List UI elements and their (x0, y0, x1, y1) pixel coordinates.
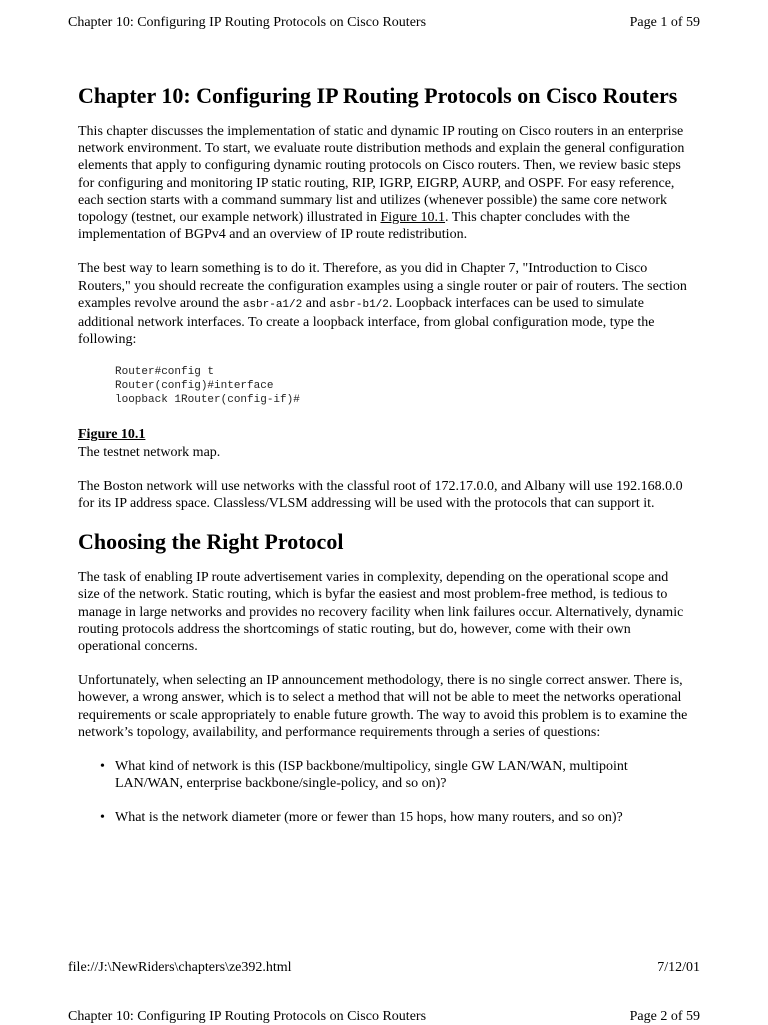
document-body (78, 83, 692, 844)
footer-date: 7/12/01 (657, 960, 700, 975)
code-line: loopback 1Router(config-if)# (115, 394, 300, 407)
code-line: Router#config t (115, 366, 215, 379)
next-header-page-number: Page 2 of 59 (629, 1009, 700, 1024)
boston-paragraph: The Boston network will use networks with the classful root of 172.17.0.0, and Albany will use 192.168.0.0 for its IP address space. Classless/VLSM addressing will be used with the protocols that can support it. (78, 478, 683, 512)
section-paragraph-2: Unfortunately, when selecting an IP announcement methodology, there is no single correct answer. There is, however, a wrong answer, which is to select a method that will not be able to meet the networks operational requirements or scale appropriately to enable future growth. The way to avoid this problem is to examine the network’s topology, availability, and performance requirements through a series of questions: (78, 673, 688, 740)
list-item-text: What kind of network is this (ISP backbone/multipolicy, single GW LAN/WAN, multipoint LAN/WAN, enterprise backbone/single-policy, and so on)? (115, 759, 628, 792)
figure-caption: The testnet network map. (78, 444, 221, 460)
intro-paragraph (78, 123, 692, 243)
section-heading: Choosing the Right Protocol (78, 529, 344, 555)
next-page-header (68, 1009, 700, 1025)
bullet-icon: • (100, 810, 105, 826)
intro-text: This chapter discusses the implementation of static and dynamic IP routing on Cisco routers in an enterprise network environment. To start, we evaluate route distribution methods and explain the general configuration elements that apply to configuring dynamic routing protocols on Cisco routers. Then, we review basic steps for configuring and monitoring IP static routing, RIP, IGRP, EIGRP, AURP, and OSPF. For easy reference, each section starts with a command summary list and utilizes (whenever possible) the same core network topology (testnet, our example network) illustrated in (78, 124, 685, 226)
list-item (100, 809, 692, 826)
list-item (100, 758, 692, 792)
learn-text: The best way to learn something is to do it. Therefore, as you did in Chapter 7, "Introduction to Cisco Routers," you should recreate the configuration examples using a single router or pair of routers. The section examples revolve around the (78, 261, 687, 311)
code-line: Router(config)#interface (115, 380, 274, 393)
section-paragraph-1: The task of enabling IP route advertisement varies in complexity, depending on the operational scope and size of the network. Static routing, which is byfar the easiest and most problem-free method, is tedious to manage in large networks and provides no recovery facility when link failures occur. Alternatively, dynamic routing protocols address the shortcomings of static routing, but do, however, come with their own operational concerns. (78, 570, 684, 655)
page-header (68, 15, 700, 31)
list-item-text: What is the network diameter (more or fewer than 15 hops, how many routers, and so on)? (115, 810, 623, 826)
header-page-number: Page 1 of 59 (629, 15, 700, 30)
learn-paragraph (78, 260, 692, 348)
bullet-icon: • (100, 759, 105, 775)
learn-text-and: and (302, 295, 330, 311)
header-title: Chapter 10: Configuring IP Routing Protocols on Cisco Routers (68, 15, 427, 30)
intro-text-end: . This chapter concludes with the implementation of BGPv4 and an overview of IP route redistribution. (78, 210, 630, 243)
page-footer (68, 960, 700, 976)
figure-block (78, 426, 692, 460)
learn-text-end: . Loopback interfaces can be used to simulate additional network interfaces. To create a loopback interface, from global configuration mode, type the following: (78, 295, 655, 348)
figure-label: Figure 10.1 (78, 427, 146, 443)
chapter-title: Chapter 10: Configuring IP Routing Protocols on Cisco Routers (78, 83, 678, 108)
inline-code-asbr-b: asbr-b1/2 (329, 298, 389, 311)
figure-link[interactable]: Figure 10.1 (380, 210, 446, 226)
code-block (115, 365, 692, 407)
inline-code-asbr-a: asbr-a1/2 (242, 298, 303, 311)
footer-path: file://J:\NewRiders\chapters\ze392.html (68, 960, 292, 975)
question-list (78, 758, 692, 827)
next-header-title: Chapter 10: Configuring IP Routing Protocols on Cisco Routers (68, 1009, 427, 1024)
